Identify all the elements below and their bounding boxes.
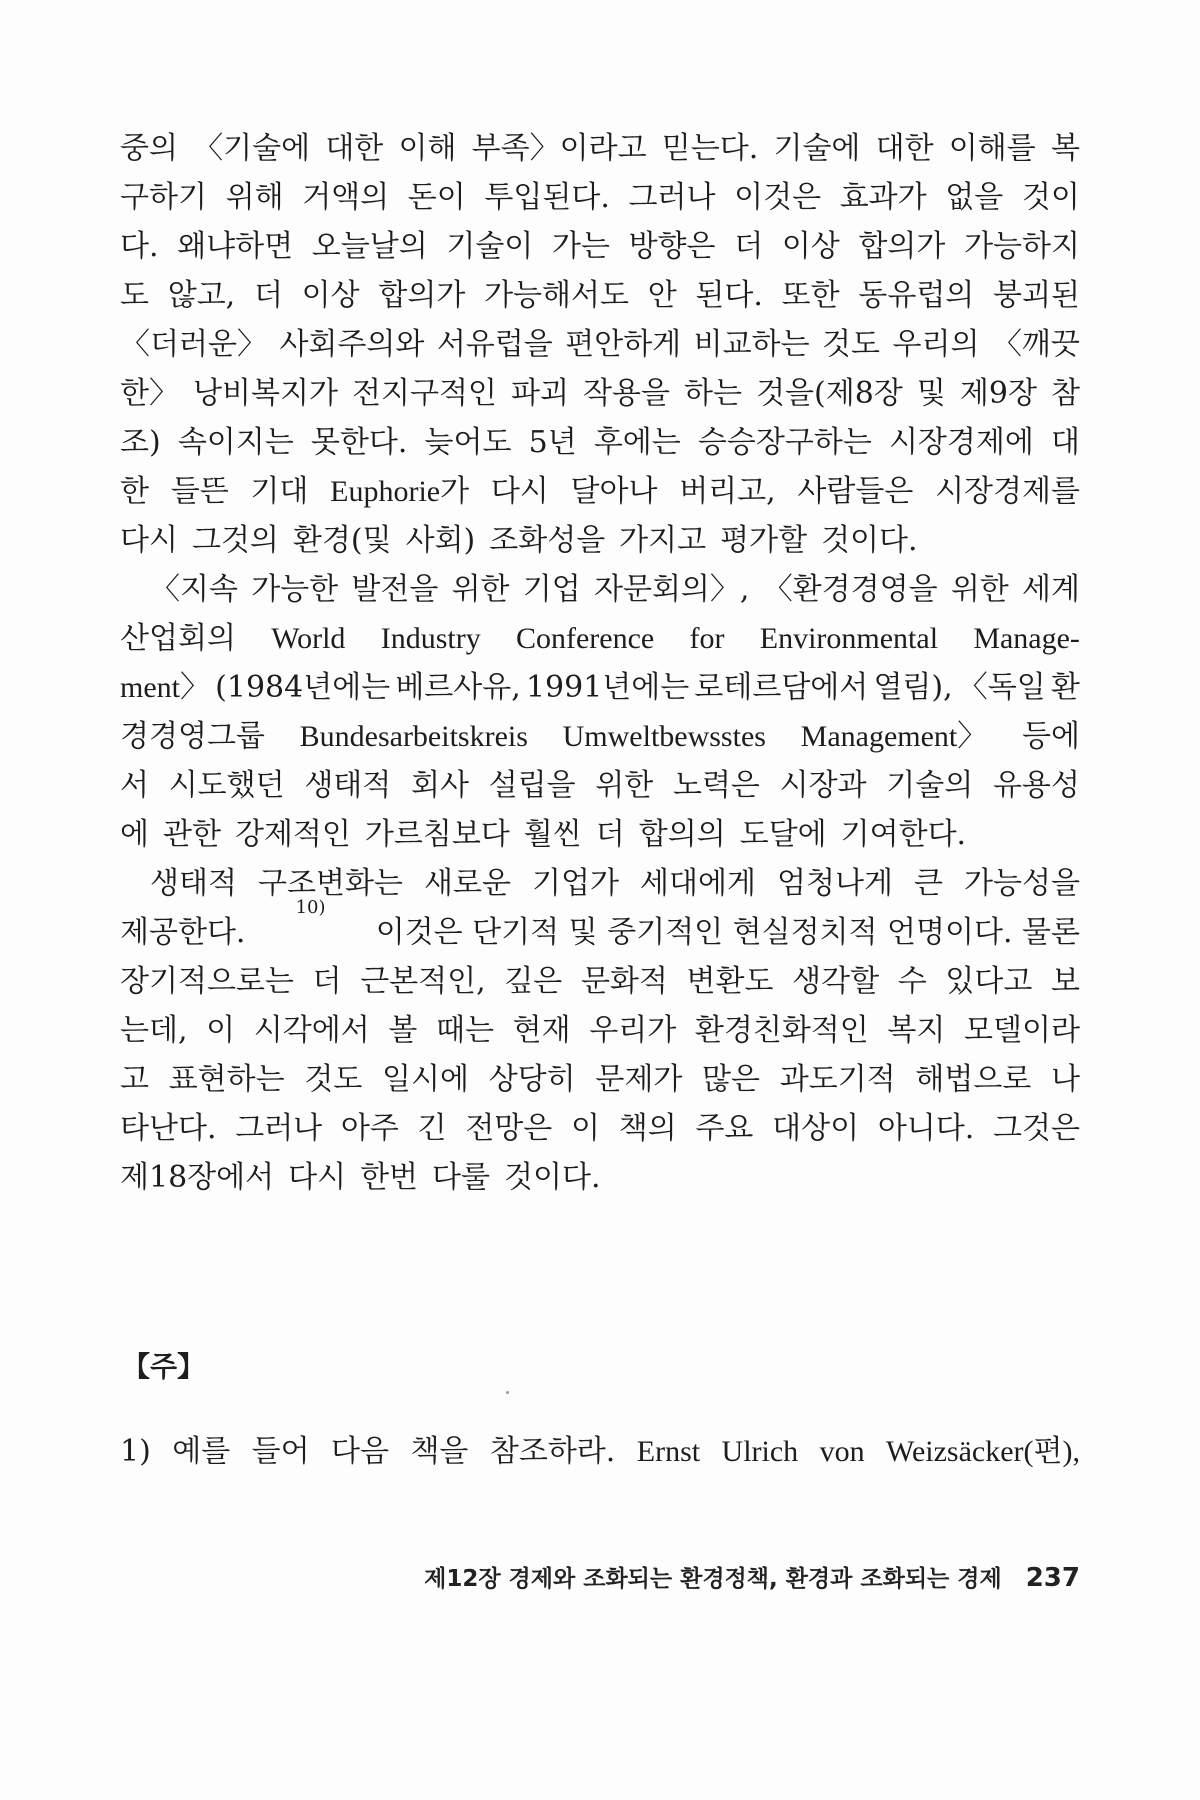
word: 있다고 — [945, 964, 1033, 999]
word: 이해 — [398, 131, 457, 166]
notes-heading: 【주】 — [122, 1350, 206, 1383]
word: 된다. — [695, 278, 763, 313]
word: 승승장구하는 — [697, 425, 872, 460]
word: 1) — [120, 1434, 151, 1469]
word: 한〉 — [120, 376, 179, 411]
word: 베르사유, — [395, 670, 521, 705]
word: 환 — [1050, 670, 1080, 705]
word: 속이지는 — [177, 425, 294, 460]
text-line — [120, 418, 1080, 467]
word: 평가할 — [720, 523, 808, 558]
word: 합의가 — [378, 278, 466, 313]
word: 방향은 — [628, 229, 716, 264]
word: 표현하는 — [168, 1062, 285, 1097]
word: 도 — [120, 278, 149, 313]
word: 붕괴된 — [993, 278, 1080, 313]
word: Industry — [380, 622, 481, 655]
word: 및 — [916, 376, 946, 411]
text-line — [120, 614, 1080, 663]
word: 사람들은 — [797, 474, 914, 509]
text-segment: 제공한다. — [120, 915, 246, 950]
word: 더 — [734, 229, 764, 264]
word: 도달에 — [739, 817, 827, 852]
word: 산업회의 — [120, 621, 236, 656]
word: 생태적 — [304, 768, 392, 803]
word: 다시 — [120, 523, 178, 558]
word: 서유럽을 — [436, 327, 553, 362]
word: 볼 — [388, 1013, 418, 1048]
text-line — [120, 467, 1080, 516]
text-line — [120, 1006, 1080, 1055]
word: 늦어도 — [424, 425, 512, 460]
word: 기여한다. — [840, 817, 967, 852]
word: 없을 — [945, 180, 1004, 215]
word: 전지구적인 — [352, 376, 497, 411]
word: 과도기적 — [779, 1062, 896, 1097]
text-line — [120, 222, 1080, 271]
word: 다룰 — [432, 1160, 490, 1195]
word: 구하기 — [120, 180, 207, 215]
word: 깊은 — [504, 964, 563, 999]
word: Manage- — [973, 622, 1080, 655]
word: 기술에 — [773, 131, 861, 166]
word: 안 — [647, 278, 677, 313]
word: 환경(및 — [292, 523, 392, 558]
word: 큰 — [913, 866, 943, 901]
word: 다음 — [331, 1434, 390, 1469]
word: 우리가 — [589, 1013, 677, 1048]
running-title: 제12장 경제와 조화되는 환경정책, 환경과 조화되는 경제 — [424, 1566, 1002, 1592]
word: 한번 — [360, 1160, 419, 1195]
word: 달아나 — [570, 474, 658, 509]
word: 모델이라 — [964, 1013, 1080, 1048]
word: 이상 — [781, 229, 840, 264]
word: 않고, — [167, 278, 236, 313]
word: 많은 — [702, 1062, 761, 1097]
text-line — [120, 712, 1080, 761]
word: 믿는다. — [661, 131, 759, 166]
word: 기대 — [250, 474, 309, 509]
word: 에 — [120, 817, 149, 852]
word: Euphorie가 — [330, 475, 470, 508]
word: Environmental — [759, 622, 939, 655]
word: 책의 — [618, 1111, 677, 1146]
word: 가지고 — [619, 523, 707, 558]
text-line — [120, 173, 1080, 222]
word: 구조변화는 — [258, 866, 403, 901]
text-line-with-footnote — [120, 897, 1080, 957]
word: 긴 — [417, 1111, 447, 1146]
word: 〈지속 — [150, 572, 238, 607]
word: 합의가 — [858, 229, 946, 264]
word: 사회주의와 — [279, 327, 425, 362]
word: 생각할 — [792, 964, 880, 999]
word: 이해를 — [948, 131, 1036, 166]
word: 돈이 — [407, 180, 466, 215]
word: 그러나 — [628, 180, 716, 215]
word: 경경영그룹 — [120, 719, 265, 754]
footnote-reference: 10) — [295, 897, 326, 918]
word: 엄청나게 — [777, 866, 893, 901]
text-line — [120, 810, 1080, 859]
word: 〈깨끗 — [991, 327, 1080, 362]
word: 위해 — [225, 180, 284, 215]
word: 〈더러운〉 — [120, 327, 267, 362]
text-segment: 이것은 단기적 및 중기적인 현실정치적 언명이다. 물론 — [375, 915, 1080, 950]
word: 해법으로 — [915, 1062, 1032, 1097]
word: 현재 — [512, 1013, 571, 1048]
word: 제9장 — [959, 376, 1037, 411]
word: 아주 — [340, 1111, 399, 1146]
word: Umweltbewsstes — [562, 720, 766, 753]
word: 효과가 — [839, 180, 927, 215]
word: 그것은 — [993, 1111, 1080, 1146]
word: 장기적으로는 — [120, 964, 294, 999]
word: 열림), — [873, 670, 953, 705]
text-line — [120, 957, 1080, 1006]
footnote-item — [120, 1427, 1080, 1476]
word: 못한다. — [310, 425, 408, 460]
word: 는데, — [120, 1013, 188, 1048]
word: 문화적 — [580, 964, 668, 999]
word: 기업 — [522, 572, 581, 607]
word: 시장경제를 — [935, 474, 1080, 509]
word: 합의의 — [638, 817, 726, 852]
word: 오늘날의 — [311, 229, 428, 264]
word: 환경친화적인 — [694, 1013, 869, 1048]
word: 주요 — [695, 1111, 754, 1146]
word: 자문회의〉, — [593, 572, 750, 607]
word: 대상이 — [772, 1111, 860, 1146]
word: for — [689, 622, 725, 655]
word: 들뜬 — [170, 474, 229, 509]
word: 시장경제에 — [888, 425, 1034, 460]
word: Management〉 — [800, 720, 988, 753]
running-footer — [424, 1560, 1080, 1593]
word: 대한 — [875, 131, 934, 166]
word: 위한 — [950, 572, 1009, 607]
text-line — [120, 369, 1080, 418]
word: 기술이 — [446, 229, 534, 264]
word: 작용을 — [583, 376, 670, 411]
word: 참 — [1051, 376, 1080, 411]
word: 이상 — [301, 278, 360, 313]
word: 하는 — [684, 376, 742, 411]
word: 것을(제8장 — [756, 376, 903, 411]
word: 우리의 — [892, 327, 980, 362]
word: 또한 — [781, 278, 840, 313]
word: 가능하지 — [964, 229, 1080, 264]
text-line — [120, 859, 1080, 908]
text-line — [120, 1055, 1080, 1104]
word: 예를 — [172, 1434, 231, 1469]
word: Conference — [515, 622, 655, 655]
word: Bundesarbeitskreis — [299, 720, 528, 753]
word: 새로운 — [423, 866, 511, 901]
word: World — [271, 622, 346, 655]
word: 후에는 — [593, 425, 681, 460]
word: (1984년에는 — [215, 670, 391, 705]
word: 다시 — [490, 474, 549, 509]
word: 가르침보다 — [364, 817, 510, 852]
word: 것이다. — [504, 1160, 601, 1195]
word: 수 — [897, 964, 927, 999]
word: 이 — [206, 1013, 236, 1048]
text-line — [120, 1153, 1080, 1202]
word: 부족〉이라고 — [471, 131, 647, 166]
word: 1991년에는 — [525, 670, 690, 705]
word: 동유럽의 — [858, 278, 975, 313]
word: 이 — [571, 1111, 600, 1146]
word: 더 — [253, 278, 283, 313]
text-line — [120, 1104, 1080, 1153]
word: 시도했던 — [168, 768, 285, 803]
scan-speck — [506, 1391, 509, 1394]
word: 시각에서 — [253, 1013, 370, 1048]
word: 일시에 — [382, 1062, 469, 1097]
word: 대 — [1051, 425, 1080, 460]
word: 다. — [120, 229, 159, 264]
word: 나 — [1051, 1062, 1080, 1097]
word: Ulrich — [721, 1435, 799, 1468]
word: 파괴 — [510, 376, 569, 411]
word: 들어 — [251, 1434, 310, 1469]
word: 위한 — [595, 768, 654, 803]
word: 가능한 — [251, 572, 339, 607]
body-text — [120, 124, 1080, 1202]
word: ment〉 — [120, 671, 210, 704]
word: 보 — [1051, 964, 1080, 999]
word: 것이다. — [821, 523, 918, 558]
word: 낭비복지가 — [193, 376, 338, 411]
word: 전망은 — [465, 1111, 553, 1146]
word: 복 — [1050, 131, 1080, 166]
word: 〈독일 — [957, 670, 1046, 705]
word: 생태적 — [150, 866, 237, 901]
word: 비교하는 — [693, 327, 810, 362]
word: 버리고, — [679, 474, 776, 509]
word: 그것의 — [191, 523, 279, 558]
word: 관한 — [162, 817, 221, 852]
word: 유용성 — [992, 768, 1080, 803]
word: 것도 — [822, 327, 881, 362]
word: 아니다. — [877, 1111, 975, 1146]
text-line — [120, 761, 1080, 810]
word: 설립을 — [488, 768, 576, 803]
word: 중의 — [120, 131, 178, 166]
word: 회사 — [410, 768, 469, 803]
page-number: 237 — [1025, 1563, 1080, 1593]
word: 더 — [312, 964, 342, 999]
word: 기술의 — [886, 768, 974, 803]
word: 것이 — [1021, 180, 1080, 215]
word: 한 — [120, 474, 149, 509]
text-line — [120, 516, 1080, 565]
word: 더 — [595, 817, 625, 852]
word: 근본적인, — [360, 964, 486, 999]
word: 변환도 — [686, 964, 774, 999]
word: 조화성을 — [489, 523, 606, 558]
word: 다시 — [288, 1160, 347, 1195]
word: 그러나 — [235, 1111, 323, 1146]
word: 조) — [120, 425, 161, 460]
text-line — [120, 320, 1080, 369]
word: 편안하게 — [565, 327, 682, 362]
word: 위한 — [451, 572, 510, 607]
word: 세대에게 — [640, 866, 756, 901]
word: 가능해서도 — [484, 278, 629, 313]
word: 왜냐하면 — [177, 229, 294, 264]
word: 가는 — [551, 229, 610, 264]
word: 대한 — [325, 131, 384, 166]
text-line — [120, 565, 1080, 614]
word: 때는 — [436, 1013, 494, 1048]
word: 이것은 — [734, 180, 822, 215]
text-line — [120, 124, 1080, 173]
word: von — [819, 1435, 865, 1468]
word: 거액의 — [302, 180, 390, 215]
word: 시장과 — [779, 768, 867, 803]
word: 투입된다. — [484, 180, 610, 215]
word: 문제가 — [595, 1062, 683, 1097]
word: 발전을 — [351, 572, 439, 607]
word: 참조하라. — [489, 1434, 616, 1469]
word: 기업가 — [532, 866, 619, 901]
word: Weizsäcker(편), — [886, 1435, 1080, 1468]
word: 제18장에서 — [120, 1160, 275, 1195]
text-line — [120, 663, 1080, 712]
word: 훨씬 — [523, 817, 582, 852]
word: 가능성을 — [964, 866, 1080, 901]
word: 〈기술에 — [193, 131, 311, 166]
word: 고 — [120, 1062, 149, 1097]
word: 로테르담에서 — [694, 670, 869, 705]
word: 책을 — [410, 1434, 469, 1469]
word: 강제적인 — [234, 817, 351, 852]
word: 노력은 — [672, 768, 760, 803]
word: Ernst — [636, 1435, 701, 1468]
word: 타난다. — [120, 1111, 217, 1146]
word: 사회) — [405, 523, 476, 558]
text-line — [120, 271, 1080, 320]
word: 것도 — [304, 1062, 363, 1097]
word: 서 — [120, 768, 149, 803]
word: 〈환경경영을 — [762, 572, 938, 607]
word: 복지 — [887, 1013, 946, 1048]
word: 5년 — [528, 425, 577, 460]
word: 상당히 — [488, 1062, 576, 1097]
word: 등에 — [1021, 719, 1080, 754]
word: 세계 — [1022, 572, 1080, 607]
